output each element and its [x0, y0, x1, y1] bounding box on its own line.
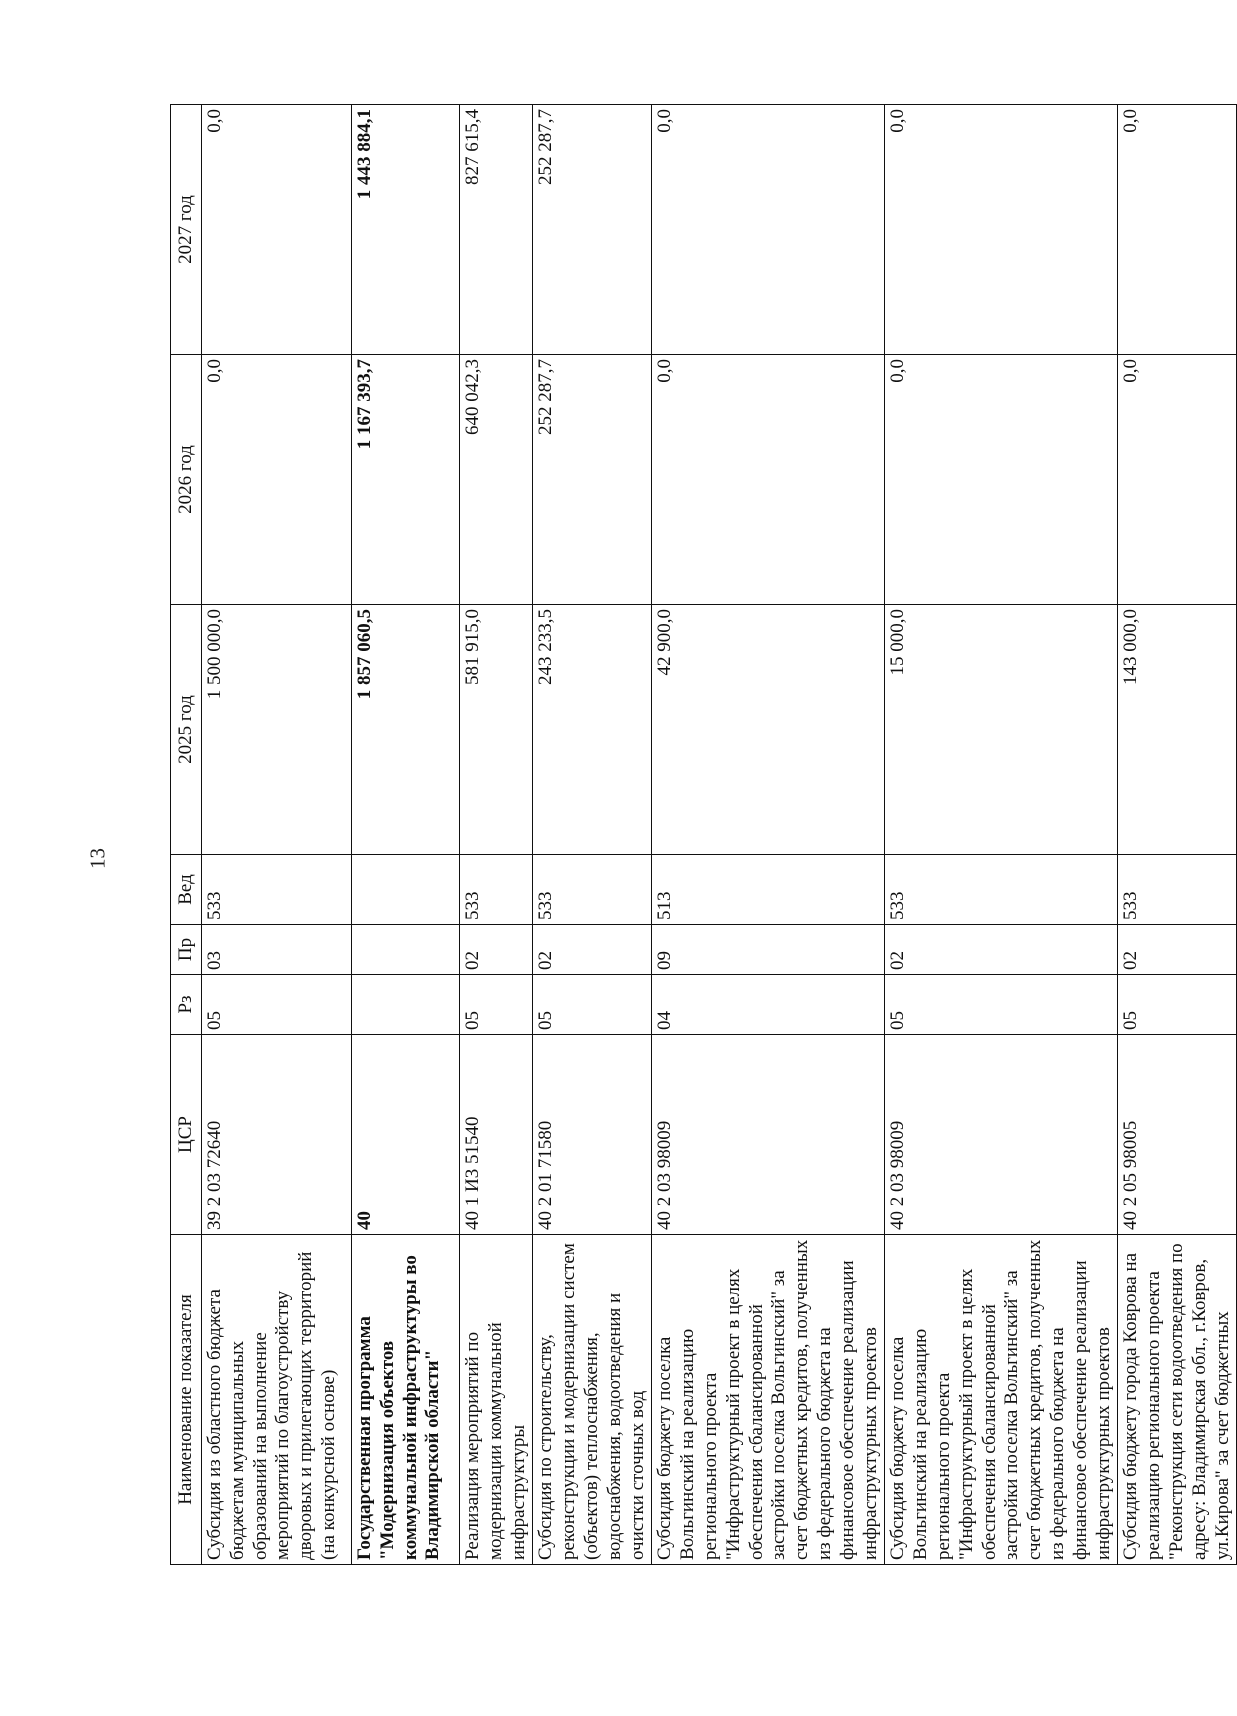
cell-pr: 09 — [652, 925, 885, 975]
cell-2025: 143 000,0 — [1118, 605, 1237, 855]
table-row — [352, 105, 460, 1565]
cell-2027: 1 443 884,1 — [352, 105, 460, 355]
table-header-row — [171, 105, 202, 1565]
table-row — [885, 105, 1118, 1565]
header-2027: 2027 год — [171, 105, 202, 355]
cell-name: Субсидия из областного бюджета бюджетам муниципальных образований на выполнение мероприятий по благоустройству дворовых и прилегающих территорий (на конкурсной основе) — [202, 1235, 352, 1565]
table-row — [1118, 105, 1237, 1565]
table-row — [202, 105, 352, 1565]
cell-2027: 827 615,4 — [460, 105, 533, 355]
cell-2027: 0,0 — [202, 105, 352, 355]
cell-2026: 0,0 — [885, 355, 1118, 605]
cell-csr: 40 2 03 98009 — [652, 1035, 885, 1235]
cell-pr: 02 — [885, 925, 1118, 975]
page-number: 13 — [85, 848, 110, 869]
header-name: Наименование показателя — [171, 1235, 202, 1565]
cell-rz: 04 — [652, 975, 885, 1035]
budget-table — [170, 104, 1237, 1565]
cell-2027: 0,0 — [1118, 105, 1237, 355]
cell-ved — [352, 855, 460, 925]
cell-pr: 02 — [460, 925, 533, 975]
header-2026: 2026 год — [171, 355, 202, 605]
cell-2027: 0,0 — [885, 105, 1118, 355]
cell-name: Государственная программа "Модернизация объектов коммунальной инфраструктуры во Владимирской области" — [352, 1235, 460, 1565]
cell-name: Субсидия бюджету поселка Вольгинский на реализацию регионального проекта "Инфраструктурный проект в целях обеспечения сбалансированной застройки поселка Вольгинский" за счет бюджетных кредитов, полученных из федерального бюджета на финансовое обеспечение реализации инфраструктурных проектов — [885, 1235, 1118, 1565]
cell-ved: 533 — [460, 855, 533, 925]
cell-rz: 05 — [533, 975, 652, 1035]
cell-2025: 243 233,5 — [533, 605, 652, 855]
cell-csr: 40 1 И3 51540 — [460, 1035, 533, 1235]
cell-ved: 513 — [652, 855, 885, 925]
cell-ved: 533 — [1118, 855, 1237, 925]
cell-2027: 0,0 — [652, 105, 885, 355]
cell-name: Реализация мероприятий по модернизации коммунальной инфраструктуры — [460, 1235, 533, 1565]
cell-2026: 252 287,7 — [533, 355, 652, 605]
header-pr: Пр — [171, 925, 202, 975]
cell-pr: 03 — [202, 925, 352, 975]
cell-csr: 39 2 03 72640 — [202, 1035, 352, 1235]
table-row — [460, 105, 533, 1565]
cell-rz: 05 — [1118, 975, 1237, 1035]
cell-2026: 0,0 — [1118, 355, 1237, 605]
cell-2026: 640 042,3 — [460, 355, 533, 605]
cell-pr — [352, 925, 460, 975]
cell-2025: 581 915,0 — [460, 605, 533, 855]
cell-name: Субсидия бюджету города Коврова на реализацию регионального проекта "Реконструкция сети водоотведения по адресу: Владимирская обл., г.Ковров, ул.Кирова" за счет бюджетных — [1118, 1235, 1237, 1565]
cell-csr: 40 2 03 98009 — [885, 1035, 1118, 1235]
cell-name: Субсидия бюджету поселка Вольгинский на реализацию регионального проекта "Инфраструктурный проект в целях обеспечения сбалансированной застройки поселка Вольгинский" за счет бюджетных кредитов, полученных из федерального бюджета на финансовое обеспечение реализации инфраструктурных проектов — [652, 1235, 885, 1565]
cell-csr: 40 — [352, 1035, 460, 1235]
cell-rz: 05 — [460, 975, 533, 1035]
header-2025: 2025 год — [171, 605, 202, 855]
cell-rz — [352, 975, 460, 1035]
table-row — [652, 105, 885, 1565]
cell-rz: 05 — [202, 975, 352, 1035]
cell-2025: 1 500 000,0 — [202, 605, 352, 855]
header-csr: ЦСР — [171, 1035, 202, 1235]
cell-2026: 0,0 — [202, 355, 352, 605]
cell-pr: 02 — [533, 925, 652, 975]
rotated-table-container — [170, 105, 1233, 1565]
cell-rz: 05 — [885, 975, 1118, 1035]
cell-ved: 533 — [202, 855, 352, 925]
cell-name: Субсидия по строительству, реконструкции и модернизации систем (объектов) теплоснабжения, водоснабжения, водоотведения и очистки сточных вод — [533, 1235, 652, 1565]
cell-2025: 1 857 060,5 — [352, 605, 460, 855]
cell-2026: 0,0 — [652, 355, 885, 605]
cell-2025: 42 900,0 — [652, 605, 885, 855]
header-rz: Рз — [171, 975, 202, 1035]
cell-2027: 252 287,7 — [533, 105, 652, 355]
cell-ved: 533 — [533, 855, 652, 925]
table-row — [533, 105, 652, 1565]
cell-pr: 02 — [1118, 925, 1237, 975]
cell-2025: 15 000,0 — [885, 605, 1118, 855]
cell-csr: 40 2 01 71580 — [533, 1035, 652, 1235]
cell-csr: 40 2 05 98005 — [1118, 1035, 1237, 1235]
header-ved: Вед — [171, 855, 202, 925]
cell-ved: 533 — [885, 855, 1118, 925]
cell-2026: 1 167 393,7 — [352, 355, 460, 605]
